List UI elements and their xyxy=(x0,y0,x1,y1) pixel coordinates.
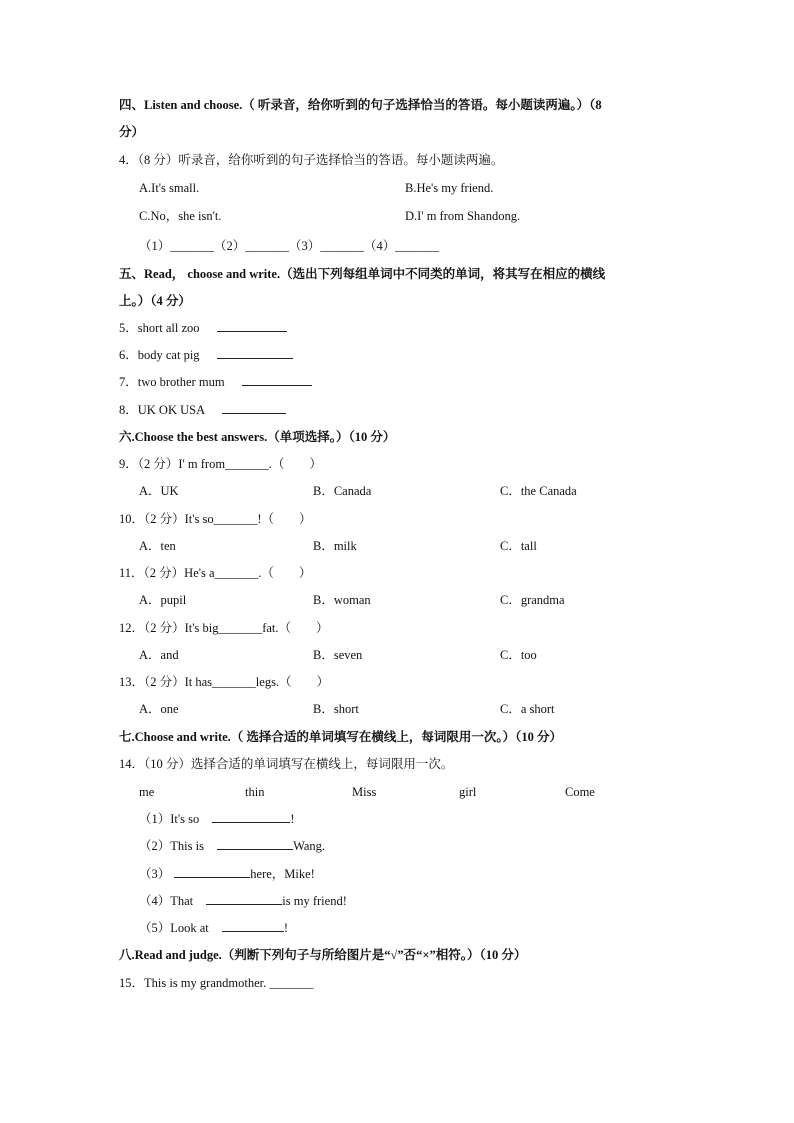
answer-blank[interactable] xyxy=(212,810,290,823)
q14-sentence-1 xyxy=(139,810,295,828)
q10-option-a[interactable]: A．ten xyxy=(139,539,176,553)
sentence-end: ! xyxy=(290,812,295,826)
sentence-text: （5）Look at xyxy=(139,921,209,935)
question-7-text: 7．two brother mum xyxy=(119,375,225,389)
question-11: 11．（2 分）He's a_______.（ ） xyxy=(119,566,312,580)
section-7-title: 七.Choose and write.（ 选择合适的单词填写在横线上，每词限用一次。）（10 分） xyxy=(119,730,563,744)
q4-answer-blanks[interactable]: （1）_______（2）_______（3）_______（4）_______ xyxy=(139,239,440,253)
q12-option-b[interactable]: B．seven xyxy=(313,648,363,662)
question-6-text: 6．body cat pig xyxy=(119,348,200,362)
q9-option-a[interactable]: A．UK xyxy=(139,484,179,498)
q11-option-b[interactable]: B．woman xyxy=(313,593,371,607)
sentence-end: is my friend! xyxy=(282,894,347,908)
q12-option-a[interactable]: A．and xyxy=(139,648,179,662)
question-14-stem: 14．（10 分）选择合适的单词填写在横线上，每词限用一次。 xyxy=(119,757,454,771)
q9-option-c[interactable]: C．the Canada xyxy=(500,484,577,498)
question-8 xyxy=(119,401,286,419)
answer-blank[interactable] xyxy=(242,373,312,386)
q4-option-d: D.I' m from Shandong. xyxy=(405,209,521,223)
question-5 xyxy=(119,319,287,337)
question-9: 9．（2 分）I' m from_______.（ ） xyxy=(119,457,322,471)
answer-blank[interactable] xyxy=(222,401,286,414)
q11-option-a[interactable]: A．pupil xyxy=(139,593,187,607)
question-10: 10．（2 分）It's so_______!（ ） xyxy=(119,512,312,526)
q9-option-b[interactable]: B．Canada xyxy=(313,484,372,498)
answer-blank[interactable] xyxy=(217,319,287,332)
q10-option-c[interactable]: C．tall xyxy=(500,539,537,553)
question-13: 13．（2 分）It has_______legs.（ ） xyxy=(119,675,330,689)
answer-blank[interactable] xyxy=(174,865,250,878)
q14-sentence-4 xyxy=(139,892,347,910)
q13-option-c[interactable]: C．a short xyxy=(500,702,555,716)
word-bank-item: me xyxy=(139,785,155,799)
q13-option-b[interactable]: B．short xyxy=(313,702,359,716)
answer-blank[interactable] xyxy=(217,837,293,850)
word-bank-item: Miss xyxy=(352,785,377,799)
section-5-title-cont: 上。）（4 分） xyxy=(119,294,191,308)
sentence-end: ! xyxy=(283,921,289,935)
q10-option-b[interactable]: B．milk xyxy=(313,539,357,553)
question-6 xyxy=(119,346,293,364)
q14-sentence-3 xyxy=(139,865,315,883)
answer-blank[interactable] xyxy=(222,919,284,932)
q4-option-a: A.It's small. xyxy=(139,181,200,195)
sentence-text: （3） xyxy=(139,867,171,881)
sentence-text: （2）This is xyxy=(139,839,204,853)
word-bank-item: Come xyxy=(565,785,595,799)
q14-sentence-5 xyxy=(139,919,288,937)
question-4-stem: 4．（8 分）听录音，给你听到的句子选择恰当的答语。每小题读两遍。 xyxy=(119,153,504,167)
question-12: 12．（2 分）It's big_______fat.（ ） xyxy=(119,621,329,635)
word-bank-item: thin xyxy=(245,785,265,799)
section-5-title: 五、Read， choose and write.（选出下列每组单词中不同类的单词，将其写在相应的横线 xyxy=(119,267,606,281)
q11-option-c[interactable]: C．grandma xyxy=(500,593,565,607)
q4-option-b: B.He's my friend. xyxy=(405,181,494,195)
sentence-end: Wang. xyxy=(293,839,326,853)
question-7 xyxy=(119,373,312,391)
sentence-end: here，Mike! xyxy=(250,867,315,881)
question-8-text: 8．UK OK USA xyxy=(119,403,205,417)
section-6-title: 六.Choose the best answers.（单项选择。）（10 分） xyxy=(119,430,396,444)
answer-blank[interactable] xyxy=(217,346,293,359)
question-15: 15．This is my grandmother. _______ xyxy=(119,976,314,990)
q12-option-c[interactable]: C．too xyxy=(500,648,537,662)
q14-sentence-2 xyxy=(139,837,325,855)
answer-blank[interactable] xyxy=(206,892,282,905)
word-bank-item: girl xyxy=(459,785,477,799)
q13-option-a[interactable]: A．one xyxy=(139,702,179,716)
sentence-text: （4）That xyxy=(139,894,194,908)
sentence-text: （1）It's so xyxy=(139,812,200,826)
section-8-title: 八.Read and judge.（判断下列句子与所给图片是“√”否“×”相符。）（10 分） xyxy=(119,948,527,962)
section-4-title: 四、Listen and choose.（ 听录音，给你听到的句子选择恰当的答语。每小题读两遍。）（8 xyxy=(119,98,602,112)
question-5-text: 5．short all zoo xyxy=(119,321,200,335)
q4-option-c: C.No，she isn't. xyxy=(139,209,222,223)
section-4-title-cont: 分） xyxy=(119,125,145,139)
